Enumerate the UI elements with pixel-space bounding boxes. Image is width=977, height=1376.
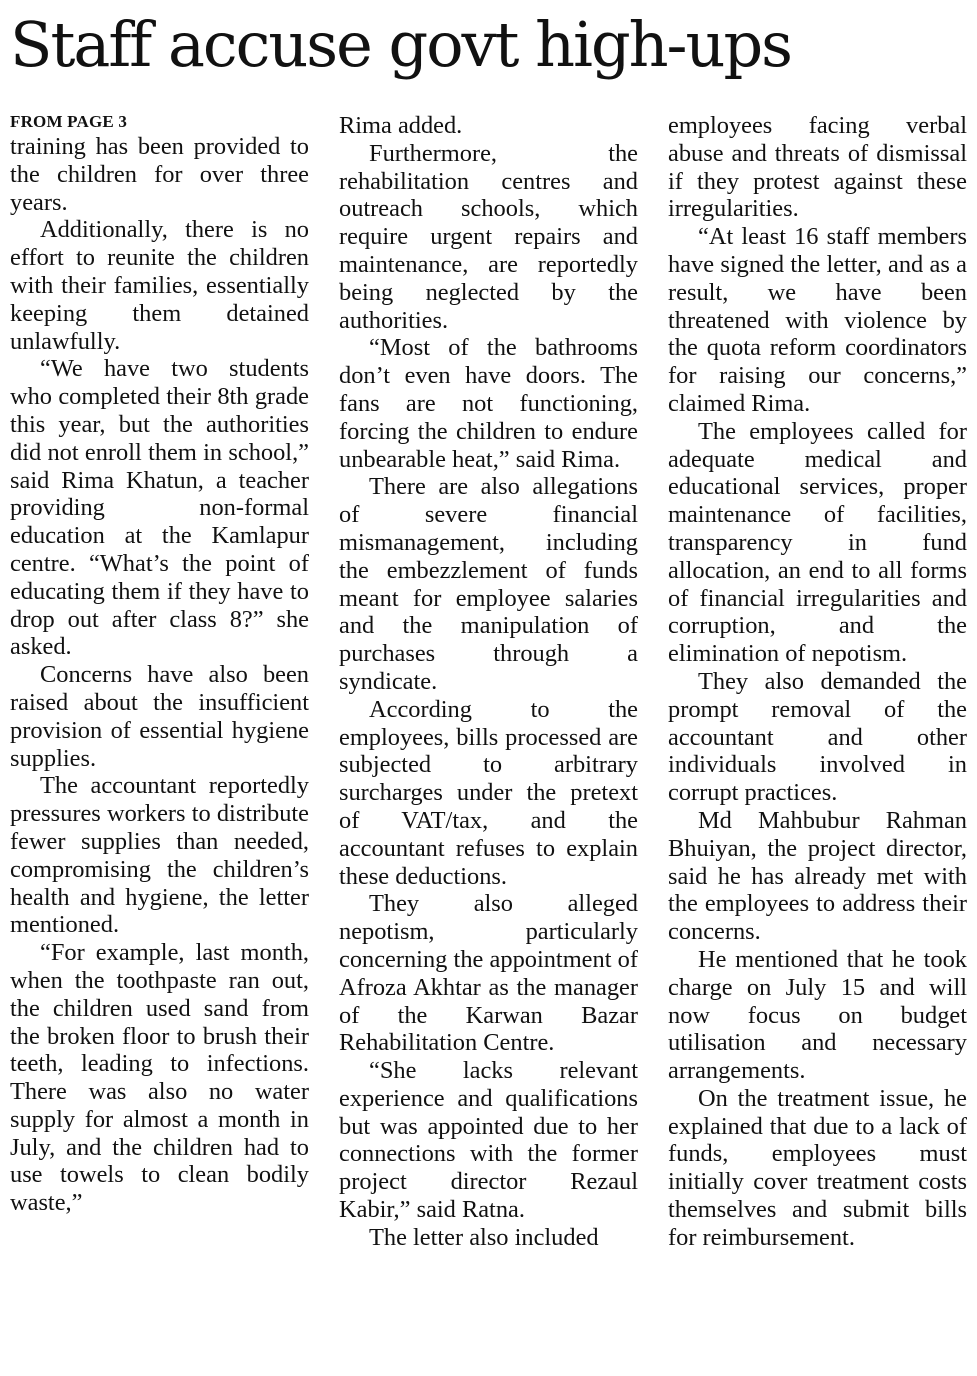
paragraph: Md Mahbubur Rahman Bhuiyan, the project director, said he has already met with the employees to address their concerns. — [668, 806, 967, 946]
paragraph: The accountant reportedly pressures workers to distribute fewer supplies than needed, compromising the children’s health and hygiene, the letter mentioned. — [10, 772, 309, 939]
paragraph: According to the employees, bills processed are subjected to arbitrary surcharges under the pretext of VAT/tax, and the accountant refuses to explain these deductions. — [339, 695, 638, 890]
paragraph: training has been provided to the children for over three years. — [10, 133, 309, 216]
paragraph: “She lacks relevant experience and qualifications but was appointed due to her connections with the former project director Rezaul Kabir,” said Ratna. — [339, 1057, 638, 1224]
dateline: FROM PAGE 3 — [10, 112, 128, 131]
paragraph: They also alleged nepotism, particularly concerning the appointment of Afroza Akhtar as the manager of the Karwan Bazar Rehabilitation Centre. — [339, 890, 638, 1057]
paragraph: There are also allegations of severe financial mismanagement, including the embezzlement of funds meant for employee salaries and the manipulation of purchases through a syndicate. — [339, 473, 638, 695]
column-2 — [339, 112, 638, 1252]
headline: Staff accuse govt high-ups — [10, 8, 791, 81]
paragraph: “At least 16 staff members have signed the letter, and as a result, we have been threatened with violence by the quota reform coordinators for raising our concerns,” claimed Rima. — [668, 223, 967, 417]
paragraph: “Most of the bathrooms don’t even have doors. The fans are not functioning, forcing the children to endure unbearable heat,” said Rima. — [339, 334, 638, 473]
paragraph: The employees called for adequate medical and educational services, proper maintenance of facilities, transparency in fund allocation, an end to all forms of financial irregularities and corruption, and the elimination of nepotism. — [668, 417, 967, 668]
paragraph: They also demanded the prompt removal of the accountant and other individuals involved in corrupt practices. — [668, 667, 967, 807]
paragraph: On the treatment issue, he explained that due to a lack of funds, employees must initially cover treatment costs themselves and submit bills for reimbursement. — [668, 1084, 967, 1251]
column-1 — [10, 112, 309, 1252]
paragraph: “For example, last month, when the toothpaste ran out, the children used sand from the broken floor to brush their teeth, leading to infections. There was also no water supply for almost a month in July, and the children had to use towels to clean bodily waste,” — [10, 939, 309, 1217]
paragraph: The letter also included — [369, 1223, 599, 1251]
paragraph: Concerns have also been raised about the insufficient provision of essential hygiene supplies. — [10, 661, 309, 772]
paragraph: employees facing verbal abuse and threats of dismissal if they protest against these irregularities. — [668, 112, 967, 223]
paragraph: He mentioned that he took charge on July 15 and will now focus on budget utilisation and necessary arrangements. — [668, 945, 967, 1085]
paragraph: Rima added. — [339, 112, 463, 139]
paragraph: Additionally, there is no effort to reunite the children with their families, essentially keeping them detained unlawfully. — [10, 216, 309, 355]
paragraph: Furthermore, the rehabilitation centres and outreach schools, which require urgent repairs and maintenance, are reportedly being neglected by the authorities. — [339, 139, 638, 334]
paragraph: “We have two students who completed their 8th grade this year, but the authorities did not enroll them in school,” said Rima Khatun, a teacher providing non-formal education at the Kamlapur centre. “What’s the point of educating them if they have to drop out after class 8?” she asked. — [10, 355, 309, 661]
article-body — [10, 112, 967, 1252]
column-3 — [668, 112, 967, 1252]
